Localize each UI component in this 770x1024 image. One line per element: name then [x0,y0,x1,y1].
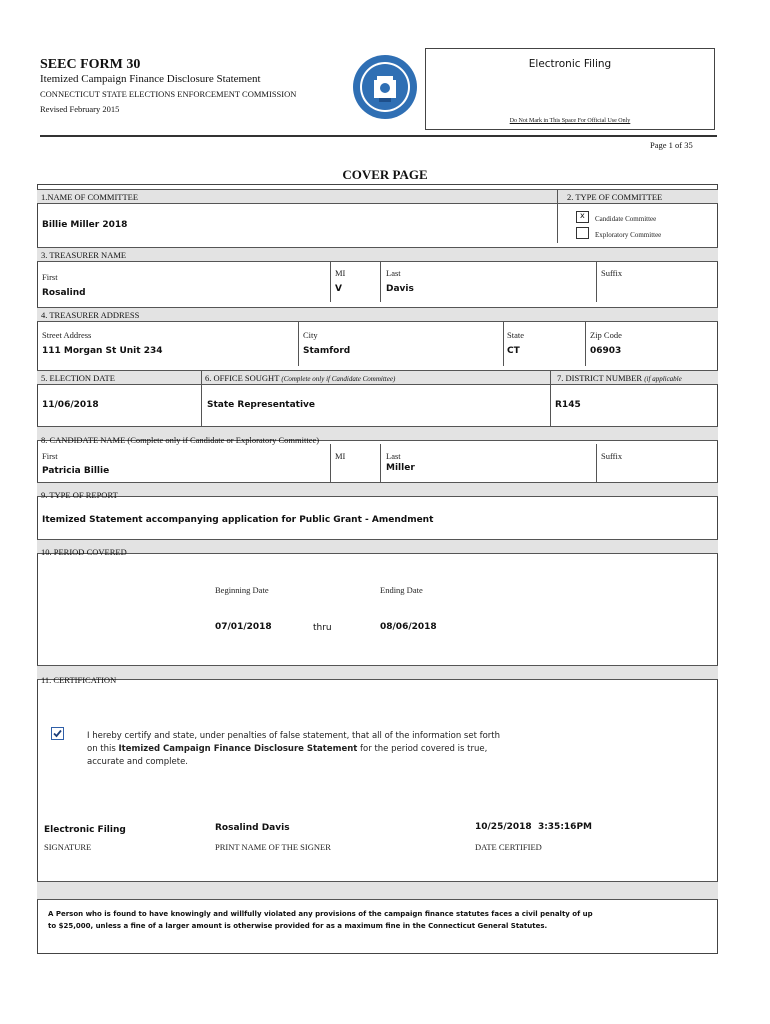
committee-type-label: 2. TYPE OF COMMITTEE [567,192,663,202]
candidate-mi-label: MI [335,451,346,461]
penalty-line-1: A Person who is found to have knowingly and willfully violated any provisions of the campaign finance statutes faces a civil penalty of up [48,910,593,918]
street-label: Street Address [42,330,92,340]
section-3-bar [37,247,718,262]
form-subtitle: Itemized Campaign Finance Disclosure Statement [40,73,261,85]
committee-name-value: Billie Miller 2018 [42,220,128,230]
city-label: City [303,330,318,340]
candidate-last-label: Last [386,451,401,461]
ending-date-value: 08/06/2018 [380,622,437,632]
certification-line-2: on this Itemized Campaign Finance Disclosure Statement for the period covered is true, [87,744,488,754]
signature-value: Electronic Filing [44,825,126,835]
candidate-name-label: 8. CANDIDATE NAME (Complete only if Candidate or Exploratory Committee) [41,435,320,445]
zip-label: Zip Code [590,330,622,340]
report-type-value: Itemized Statement accompanying application for Public Grant - Amendment [42,515,434,525]
checkmark-icon [52,728,63,739]
certification-line-3: accurate and complete. [87,757,189,767]
exploratory-committee-checkbox[interactable] [576,227,589,239]
filing-type: Electronic Filing [528,58,612,70]
certification-line-1: I hereby certify and state, under penalties of false statement, that all of the information set forth [87,731,501,741]
street-value: 111 Morgan St Unit 234 [42,346,163,356]
treasurer-address-label: 4. TREASURER ADDRESS [41,310,140,320]
date-certified-label: DATE CERTIFIED [475,842,542,852]
ending-date-label: Ending Date [380,585,423,595]
official-use-note: Do Not Mark in This Space For Official Use Only [509,118,631,124]
office-sought-value: State Representative [207,400,316,410]
treasurer-name-label: 3. TREASURER NAME [41,250,127,260]
last-label: Last [386,268,401,278]
form-title: SEEC FORM 30 [40,57,141,72]
penalty-bar [37,881,718,900]
candidate-committee-checkbox[interactable]: x [576,211,589,223]
city-value: Stamford [303,346,351,356]
commission-name: CONNECTICUT STATE ELECTIONS ENFORCEMENT COMMISSION [40,89,297,99]
candidate-last-value: Miller [386,463,415,473]
state-seal-icon [352,54,418,120]
beginning-date-value: 07/01/2018 [215,622,272,632]
election-date-value: 11/06/2018 [42,400,99,410]
certification-label: 11. CERTIFICATION [41,675,117,685]
penalty-line-2: to $25,000, unless a fine of a larger amount is otherwise provided for as a maximum fine in the Connecticut General Statutes. [48,922,548,930]
first-label: First [42,272,58,282]
section-9-bar [37,482,718,500]
penalty-notice [48,908,593,932]
state-value: CT [507,346,520,356]
zip-value: 06903 [590,346,622,356]
candidate-first-label: First [42,451,58,461]
page-number: Page 1 of 35 [650,140,693,150]
period-covered-label: 10. PERIOD COVERED [41,547,127,557]
cover-page-title: COVER PAGE [342,167,428,182]
signature-label: SIGNATURE [44,842,92,852]
section-4-bar [37,307,718,322]
section-8-bar [37,426,718,445]
section-10-bar [37,539,718,557]
section-1-bar [37,189,718,204]
form-frame [37,184,718,954]
beginning-date-label: Beginning Date [215,585,269,595]
treasurer-first-value: Rosalind [42,288,86,298]
candidate-suffix-label: Suffix [601,451,623,461]
official-use-box [425,48,715,130]
certification-text [87,730,500,769]
signer-name-value: Rosalind Davis [215,823,290,833]
candidate-first-value: Patricia Billie [42,466,110,476]
office-sought-label: 6. OFFICE SOUGHT (Complete only if Candidate Committee) [205,373,396,383]
section-5-7-bar [37,370,718,385]
thru-label: thru [313,623,332,633]
section-11-bar [37,665,718,685]
date-certified-value: 10/25/2018 3:35:16PM [475,822,592,832]
election-date-label: 5. ELECTION DATE [41,373,115,383]
exploratory-committee-label: Exploratory Committee [595,231,662,239]
mi-label: MI [335,268,346,278]
state-label: State [507,330,524,340]
report-type-label: 9. TYPE OF REPORT [41,490,118,500]
district-number-label: 7. DISTRICT NUMBER (if applicable [557,373,682,383]
signer-name-label: PRINT NAME OF THE SIGNER [215,842,331,852]
committee-name-label: 1.NAME OF COMMITTEE [41,192,139,202]
treasurer-last-value: Davis [386,284,414,294]
district-number-value: R145 [555,400,581,410]
revised-date: Revised February 2015 [40,104,120,114]
certification-checkbox[interactable] [51,727,64,740]
candidate-committee-label: Candidate Committee [595,215,657,223]
suffix-label: Suffix [601,268,623,278]
treasurer-mi-value: V [335,284,342,294]
